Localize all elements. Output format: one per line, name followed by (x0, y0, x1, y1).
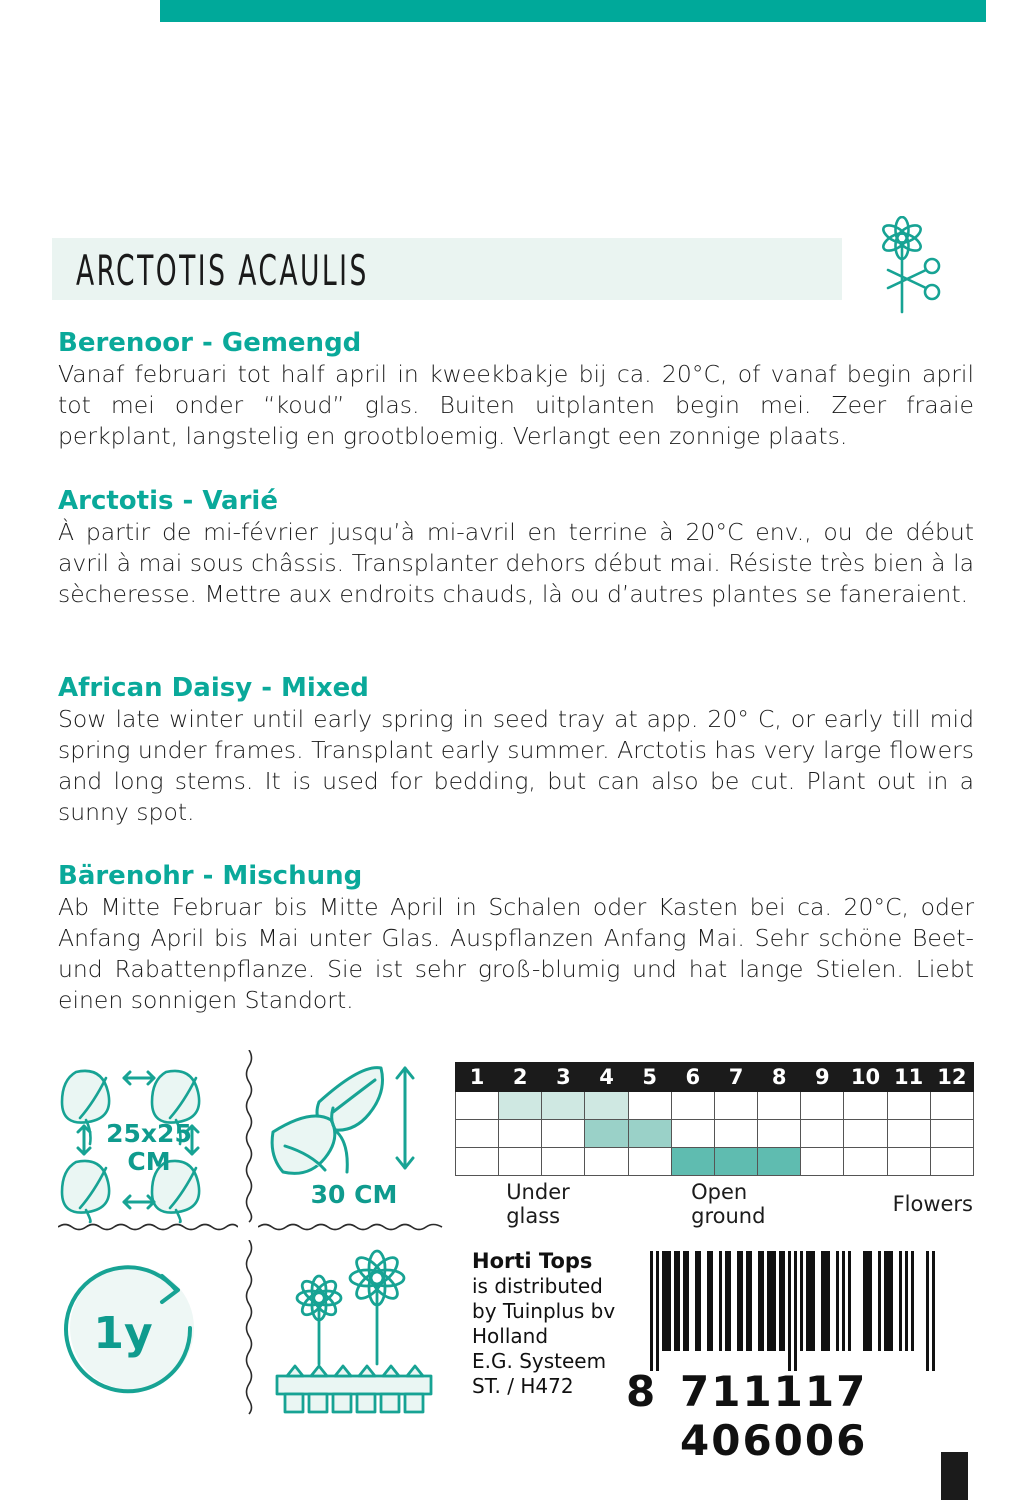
calendar-row (456, 1092, 974, 1120)
lang-title-fr: Arctotis - Varié (58, 486, 278, 516)
distributor-line-3: Holland (472, 1324, 549, 1348)
calendar-cell (585, 1092, 628, 1120)
print-registration-mark (941, 1452, 968, 1500)
calendar-cell (585, 1148, 628, 1176)
calendar-cell (930, 1120, 973, 1148)
calendar-cell (844, 1120, 887, 1148)
language-block-de (58, 861, 974, 1016)
calendar-cell (628, 1092, 671, 1120)
plant-height-icon (263, 1054, 445, 1226)
calendar-cell (671, 1148, 714, 1176)
legend-item-flowers (837, 1192, 995, 1216)
month-header: 9 (801, 1063, 844, 1092)
month-header: 12 (930, 1063, 973, 1092)
calendar-legend (455, 1180, 995, 1228)
calendar-row (456, 1148, 974, 1176)
month-header: 7 (714, 1063, 757, 1092)
calendar-cell (801, 1120, 844, 1148)
legend-swatch (837, 1192, 885, 1216)
wavy-divider-vertical-bottom (244, 1240, 254, 1418)
calendar-cell (714, 1120, 757, 1148)
month-header: 3 (542, 1063, 585, 1092)
calendar-cell (628, 1120, 671, 1148)
calendar-cell (844, 1148, 887, 1176)
calendar-cell (542, 1120, 585, 1148)
calendar-row (456, 1120, 974, 1148)
calendar-cell (758, 1120, 801, 1148)
calendar-cell (844, 1092, 887, 1120)
annual-cycle-label: 1y (93, 1308, 153, 1359)
calendar-cell (671, 1092, 714, 1120)
calendar-cell (585, 1120, 628, 1148)
calendar-cell (456, 1120, 499, 1148)
lang-body-en: Sow late winter until early spring in seed tray at app. 20° C, or early till mid spring under frames. Transplant early summer. Arctotis has very large flowers and long stems. It is used for bedding, but can also be cut. Plant out in a sunny spot. (58, 705, 974, 826)
lang-body-de: Ab Mitte Februar bis Mitte April in Schalen oder Kasten bei ca. 20°C, oder Anfang April bis Mai unter Glas. Auspflanzen Anfang Mai. Sehr schöne Beet- und Rabattenpflanze. Sie ist sehr groß-blumig und hat lange Stielen. Liebt einen sonnigen Standort. (58, 893, 974, 1014)
annual-cycle-icon (58, 1246, 240, 1418)
growing-icons-panel (58, 1050, 444, 1418)
calendar-cell (499, 1092, 542, 1120)
distributor-line-5: ST. / H472 (472, 1374, 574, 1398)
wavy-divider-vertical-top (244, 1050, 254, 1226)
month-header: 11 (887, 1063, 930, 1092)
flower-scissors-icon (858, 216, 954, 321)
calendar-cell (456, 1148, 499, 1176)
lang-body-fr: À partir de mi-février jusqu’à mi-avril en terrine à 20°C env., ou de début avril à mai sous châssis. Transplanter dehors début mai. Résiste très bien à la sècheresse. Mettre aux endroits chauds, là ou d’autres plantes se faneraient. (58, 518, 974, 608)
calendar-header-row (456, 1063, 974, 1092)
lang-title-de: Bärenohr - Mischung (58, 861, 363, 891)
lang-title-en: African Daisy - Mixed (58, 673, 369, 703)
barcode (626, 1247, 978, 1465)
distributor-line-2: by Tuinplus bv (472, 1299, 616, 1323)
plant-height-label: 30 CM (310, 1180, 398, 1209)
calendar-cell (542, 1148, 585, 1176)
month-header: 6 (671, 1063, 714, 1092)
plant-spacing-label-line1: 25x25 (106, 1119, 192, 1148)
calendar-cell (930, 1148, 973, 1176)
barcode-lead-digit: 8 (626, 1367, 656, 1416)
plant-spacing-icon (58, 1054, 240, 1226)
calendar-cell (499, 1148, 542, 1176)
distributor-line-1: is distributed (472, 1274, 603, 1298)
language-block-en (58, 673, 974, 828)
calendar-cell (758, 1148, 801, 1176)
legend-label: Open ground (691, 1180, 766, 1228)
month-header: 2 (499, 1063, 542, 1092)
language-block-nl (58, 328, 974, 452)
legend-label: Under glass (506, 1180, 570, 1228)
month-header: 10 (844, 1063, 887, 1092)
calendar-cell (887, 1092, 930, 1120)
barcode-bars (626, 1247, 978, 1377)
sowing-calendar-table (455, 1062, 974, 1176)
legend-swatch (640, 1192, 683, 1216)
calendar-cell (758, 1092, 801, 1120)
calendar-cell (542, 1092, 585, 1120)
top-accent-bar (160, 0, 986, 22)
calendar-cell (671, 1120, 714, 1148)
month-header: 8 (758, 1063, 801, 1092)
month-header: 1 (456, 1063, 499, 1092)
legend-item-open-ground (640, 1180, 837, 1228)
brand-name: Horti Tops (472, 1249, 593, 1273)
calendar-cell (930, 1092, 973, 1120)
distributor-line-4: E.G. Systeem (472, 1349, 607, 1373)
calendar-cell (456, 1092, 499, 1120)
barcode-digits: 711117 406006 (680, 1367, 868, 1465)
calendar-cell (801, 1148, 844, 1176)
legend-label: Flowers (892, 1192, 973, 1216)
legend-swatch (455, 1192, 498, 1216)
calendar-cell (714, 1092, 757, 1120)
calendar-cell (499, 1120, 542, 1148)
language-block-fr (58, 486, 974, 610)
calendar-cell (887, 1120, 930, 1148)
sowing-calendar (455, 1062, 974, 1176)
calendar-cell (628, 1148, 671, 1176)
distributor-info (472, 1248, 622, 1399)
flower-bed-icon (263, 1246, 445, 1418)
month-header: 4 (585, 1063, 628, 1092)
plant-spacing-label-line2: CM (127, 1147, 171, 1176)
calendar-cell (801, 1092, 844, 1120)
legend-item-under-glass (455, 1180, 640, 1228)
calendar-cell (714, 1148, 757, 1176)
lang-title-nl: Berenoor - Gemengd (58, 328, 362, 358)
lang-body-nl: Vanaf februari tot half april in kweekbakje bij ca. 20°C, of vanaf begin april tot mei onder “koud” glas. Buiten uitplanten begin mei. Zeer fraaie perkplant, langstelig en grootbloemig. Verlangt een zonnige plaats. (58, 360, 974, 450)
calendar-cell (887, 1148, 930, 1176)
page-title: ARCTOTIS ACAULIS (76, 248, 369, 296)
month-header: 5 (628, 1063, 671, 1092)
